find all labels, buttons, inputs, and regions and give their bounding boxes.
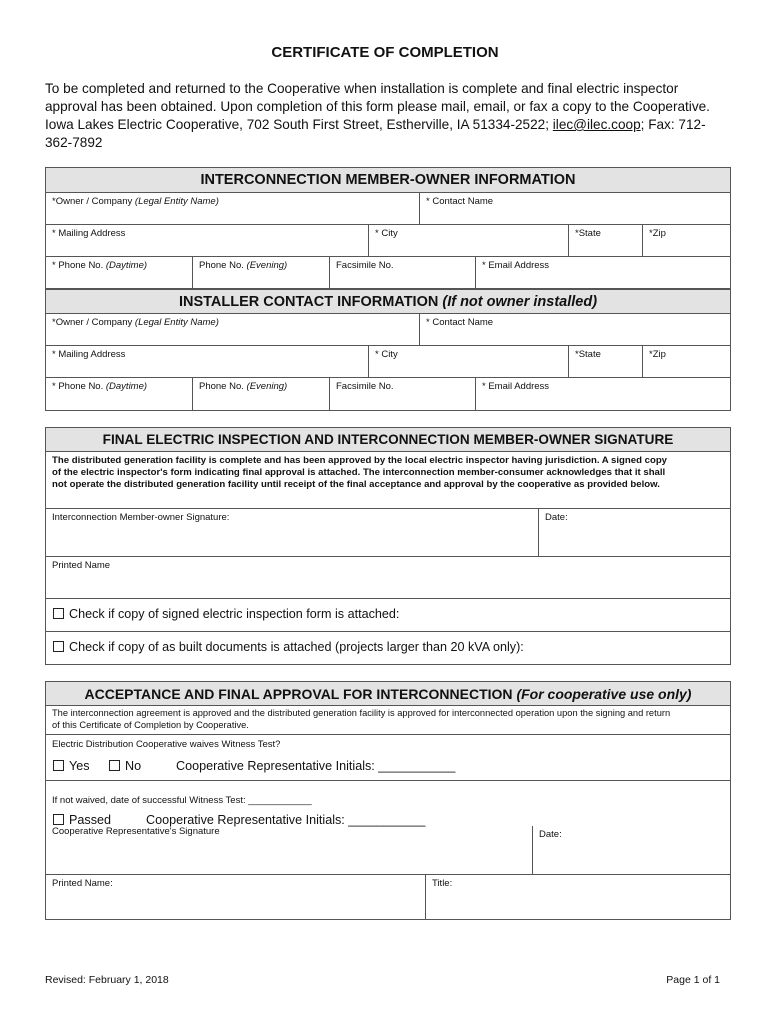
rep-date-field[interactable]	[532, 826, 730, 874]
acceptance-section-header: ACCEPTANCE AND FINAL APPROVAL FOR INTERCONNECTION (For cooperative use only)	[46, 682, 730, 706]
installer-phone-eve-label: Phone No. (Evening)	[199, 381, 288, 392]
witness-date-row	[46, 780, 730, 826]
witness-waive-label: Electric Distribution Cooperative waives Witness Test?	[52, 739, 281, 750]
inspection-section-header: FINAL ELECTRIC INSPECTION AND INTERCONNECTION MEMBER-OWNER SIGNATURE	[46, 428, 730, 452]
member-date-label: Date:	[545, 512, 568, 523]
member-phone-day-field[interactable]	[46, 257, 192, 288]
installer-owner-label: *Owner / Company (Legal Entity Name)	[52, 317, 219, 328]
installer-contact-field[interactable]	[419, 314, 730, 345]
member-zip-label: *Zip	[649, 228, 666, 239]
installer-row-phone	[46, 378, 730, 410]
installer-row-address	[46, 346, 730, 378]
intro-line-2: approval has been obtained. Upon completion of this form please mail, email, or fax a copy to the Cooperative.	[45, 99, 710, 114]
member-signature-field[interactable]	[46, 509, 538, 556]
intro-line-3	[45, 116, 735, 134]
acceptance-statement-row	[46, 706, 730, 735]
witness-date-label[interactable]: If not waived, date of successful Witness Test: ____________	[52, 795, 312, 806]
initials-line-2[interactable]: Cooperative Representative Initials: ___________	[146, 813, 426, 827]
waive-yes-checkbox[interactable]	[53, 760, 64, 771]
waive-yes-option	[53, 759, 90, 773]
inspection-printed-name-row[interactable]	[46, 557, 730, 599]
installer-zip-field[interactable]	[642, 346, 730, 377]
member-printed-name-label: Printed Name	[52, 560, 111, 571]
member-row-phone	[46, 257, 730, 289]
installer-zip-label: *Zip	[649, 349, 666, 360]
inspection-signature-row	[46, 508, 730, 557]
installer-email-label: * Email Address	[482, 381, 550, 392]
member-zip-field[interactable]	[642, 225, 730, 256]
inspection-check2-row	[46, 632, 730, 664]
member-owner-field[interactable]	[46, 193, 419, 224]
member-installer-box	[45, 167, 731, 411]
member-mailing-label: * Mailing Address	[52, 228, 126, 239]
passed-checkbox[interactable]	[53, 814, 64, 825]
waive-no-checkbox[interactable]	[109, 760, 120, 771]
member-row-owner	[46, 193, 730, 225]
as-built-check	[53, 640, 524, 654]
member-contact-field[interactable]	[419, 193, 730, 224]
installer-state-label: *State	[575, 349, 601, 360]
intro-text	[45, 80, 735, 152]
rep-printed-name-label: Printed Name:	[52, 878, 113, 889]
installer-fax-field[interactable]	[329, 378, 475, 410]
intro-line-4: 362-7892	[45, 135, 103, 150]
email-link[interactable]: ilec@ilec.coop	[552, 117, 641, 132]
as-built-checkbox[interactable]	[53, 641, 64, 652]
inspection-form-check-label: Check if copy of signed electric inspection form is attached:	[69, 607, 400, 621]
page-number: Page 1 of 1	[666, 974, 720, 986]
installer-mailing-label: * Mailing Address	[52, 349, 126, 360]
member-city-field[interactable]	[368, 225, 568, 256]
member-date-field[interactable]	[538, 509, 730, 556]
installer-owner-field[interactable]	[46, 314, 419, 345]
installer-phone-day-field[interactable]	[46, 378, 192, 410]
rep-title-label: Title:	[432, 878, 453, 889]
installer-section-header: INSTALLER CONTACT INFORMATION (If not owner installed)	[46, 289, 730, 314]
as-built-check-label: Check if copy of as built documents is attached (projects larger than 20 kVA only):	[69, 640, 524, 654]
member-phone-eve-field[interactable]	[192, 257, 329, 288]
rep-signature-row	[46, 826, 730, 875]
member-fax-field[interactable]	[329, 257, 475, 288]
inspection-check1-row	[46, 599, 730, 632]
page-title: CERTIFICATE OF COMPLETION	[271, 44, 499, 61]
installer-email-field[interactable]	[475, 378, 730, 410]
member-state-field[interactable]	[568, 225, 642, 256]
inspection-statement: The distributed generation facility is complete and has been approved by the local electric inspector having jurisdiction. A signed copy of the electric inspector's form indicating final approval is attached. The interconnection member-consumer acknowledges that it shall not operate the distributed generation facility until receipt of the final acceptance and approval by the cooperative as provided below.	[52, 455, 668, 490]
member-phone-day-label: * Phone No. (Daytime)	[52, 260, 148, 271]
waive-no-label: No	[125, 759, 142, 773]
rep-title-field[interactable]	[425, 875, 730, 920]
intro-line-1: To be completed and returned to the Cooperative when installation is complete and final electric inspector	[45, 81, 679, 96]
revised-date: Revised: February 1, 2018	[45, 974, 169, 986]
installer-fax-label: Facsimile No.	[336, 381, 394, 392]
member-contact-label: * Contact Name	[426, 196, 494, 207]
member-row-address	[46, 225, 730, 257]
passed-option	[53, 813, 111, 827]
rep-name-row	[46, 875, 730, 920]
member-email-field[interactable]	[475, 257, 730, 288]
waive-yes-label: Yes	[69, 759, 90, 773]
member-state-label: *State	[575, 228, 601, 239]
member-owner-label: *Owner / Company (Legal Entity Name)	[52, 196, 219, 207]
installer-mailing-field[interactable]	[46, 346, 368, 377]
rep-printed-name-field[interactable]	[46, 875, 425, 920]
member-section-header: INTERCONNECTION MEMBER-OWNER INFORMATION	[46, 168, 730, 193]
member-phone-eve-label: Phone No. (Evening)	[199, 260, 288, 271]
member-mailing-field[interactable]	[46, 225, 368, 256]
rep-signature-field[interactable]	[46, 826, 532, 874]
member-city-label: * City	[375, 228, 398, 239]
waive-no-option	[109, 759, 141, 773]
installer-contact-label: * Contact Name	[426, 317, 494, 328]
rep-date-label: Date:	[539, 829, 562, 840]
inspection-box	[45, 427, 731, 665]
installer-phone-eve-field[interactable]	[192, 378, 329, 410]
installer-phone-day-label: * Phone No. (Daytime)	[52, 381, 148, 392]
acceptance-statement: The interconnection agreement is approved and the distributed generation facility is approved for interconnected operation upon the signing and return of this Certificate of Completion by Cooperative.	[52, 708, 671, 730]
member-email-label: * Email Address	[482, 260, 550, 271]
installer-city-field[interactable]	[368, 346, 568, 377]
acceptance-box	[45, 681, 731, 920]
member-signature-label: Interconnection Member-owner Signature:	[52, 512, 230, 523]
member-fax-label: Facsimile No.	[336, 260, 394, 271]
initials-line-1[interactable]: Cooperative Representative Initials: ___________	[176, 759, 456, 773]
inspection-form-check	[53, 607, 399, 621]
installer-city-label: * City	[375, 349, 398, 360]
intro-address: Iowa Lakes Electric Cooperative, 702 South First Street, Estherville, IA 51334-2522;	[45, 117, 553, 132]
installer-state-field[interactable]	[568, 346, 642, 377]
rep-signature-label: Cooperative Representative's Signature	[52, 826, 220, 837]
installer-row-owner	[46, 314, 730, 346]
passed-label: Passed	[69, 813, 112, 827]
inspection-form-checkbox[interactable]	[53, 608, 64, 619]
intro-fax: ; Fax: 712-	[640, 117, 706, 132]
